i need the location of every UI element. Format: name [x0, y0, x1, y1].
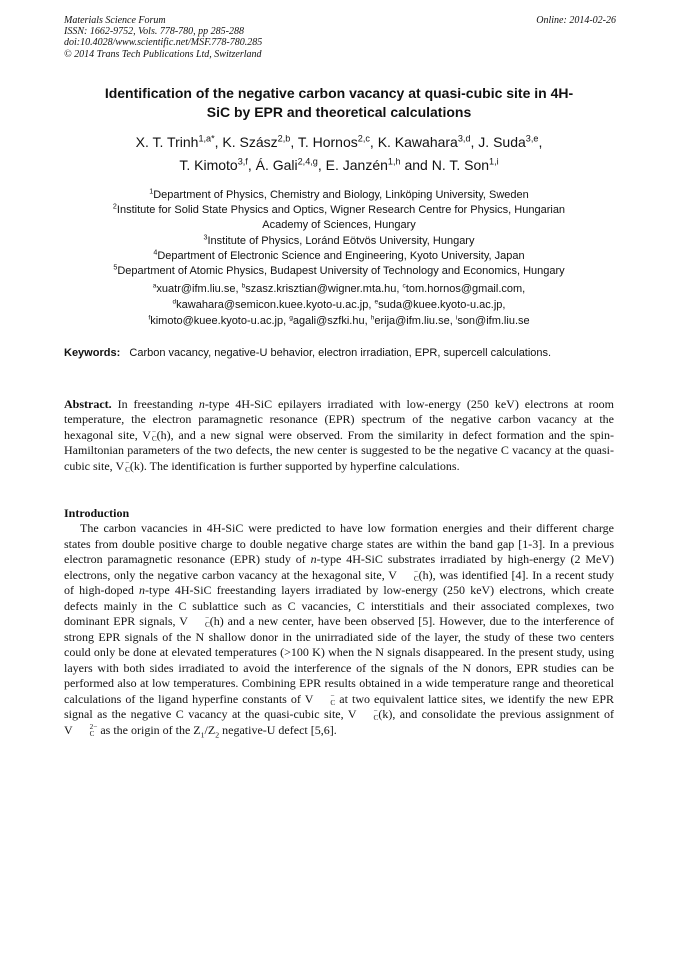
- vc-scripts: [358, 708, 379, 722]
- vc-minus-symbol: [348, 707, 378, 721]
- email-address[interactable]: szasz.krisztian@wigner.mta.hu: [245, 283, 397, 295]
- email-address[interactable]: suda@kuee.kyoto-u.ac.jp: [378, 299, 503, 311]
- vc-sup: −: [413, 567, 418, 576]
- author-affil: 1,a*: [198, 133, 215, 144]
- vc-minus-symbol: [388, 568, 418, 582]
- affiliation-list: [64, 188, 614, 279]
- author-affil: 1,h: [387, 156, 401, 167]
- author-affil: 1,i: [489, 156, 499, 167]
- abstract-text: (k). The identification is further supported by hyperfine calculations.: [129, 458, 460, 473]
- v-letter: V: [115, 458, 125, 473]
- author-line-2: [64, 154, 614, 177]
- email-line-2: $^d$kawahara@semicon.kuee.kyoto-u.ac.jp, $^e$suda@kuee.kyoto-u.ac.jp,: [172, 298, 506, 311]
- copyright-line: © 2014 Trans Tech Publications Ltd, Switzerland: [64, 48, 262, 60]
- keywords-text: Carbon vacancy, negative-U behavior, electron irradiation, EPR, supercell calculations.: [129, 347, 552, 359]
- introduction-paragraph: [64, 521, 614, 738]
- author-separator: ,: [247, 157, 256, 173]
- vc-sub: C: [330, 698, 336, 707]
- affiliation-number: 2: [112, 202, 117, 211]
- affiliation: [64, 234, 614, 249]
- affiliation-text: Department of Physics, Chemistry and Biology, Linköping University, Sweden: [153, 189, 529, 201]
- email-key: e: [374, 298, 379, 306]
- author-separator: ,: [369, 134, 378, 150]
- email-line-3: $^f$kimoto@kuee.kyoto-u.ac.jp, $^g$agali@szfki.hu, $^h$erija@ifm.liu.se, $^i$son@ifm.liu.se: [148, 314, 530, 327]
- email-address[interactable]: erija@ifm.liu.se: [374, 315, 450, 327]
- abstract-text: In freestanding: [111, 397, 199, 411]
- v-letter: V: [388, 567, 397, 582]
- affiliation: [64, 203, 614, 218]
- vc-sub: C: [204, 621, 210, 630]
- vc-scripts: [74, 724, 98, 738]
- email-address[interactable]: son@ifm.liu.se: [457, 315, 530, 327]
- vc-minus-symbol: [305, 692, 335, 706]
- v-letter: V: [64, 722, 73, 737]
- intro-text: n: [310, 552, 317, 566]
- keywords-label: Keywords:: [64, 347, 121, 359]
- affiliation-text: Department of Atomic Physics, Budapest University of Technology and Economics, Hungary: [117, 265, 565, 278]
- email-address[interactable]: tom.hornos@gmail.com: [405, 283, 523, 295]
- email-key: b: [241, 282, 246, 290]
- author-name: Á. Gali: [255, 157, 298, 173]
- author-separator: ,: [470, 134, 479, 150]
- v-letter: V: [347, 707, 357, 721]
- vc-sub: C: [89, 729, 95, 738]
- email-key: f: [148, 314, 151, 322]
- author-name: X. T. Trinh: [135, 134, 199, 150]
- email-list: [64, 281, 614, 329]
- vc-minus-symbol: [179, 614, 209, 628]
- author-list: [64, 131, 614, 177]
- intro-text: negative-U defect [5,6].: [219, 722, 337, 737]
- affiliation-text: Academy of Sciences, Hungary: [262, 219, 416, 232]
- v-letter: V: [142, 427, 151, 442]
- affiliation: [64, 264, 614, 279]
- author-name: N. T. Son: [431, 157, 490, 173]
- abstract-text: n: [198, 397, 205, 411]
- email-line-1: $^a$xuatr@ifm.liu.se, $^b$szasz.krisztian@wigner.mta.hu, $^c$tom.hornos@gmail.com,: [152, 282, 526, 295]
- email-key: d: [172, 298, 177, 306]
- email-key: i: [455, 314, 458, 322]
- v-letter: V: [304, 691, 314, 706]
- author-separator: ,: [290, 134, 298, 150]
- z-subscript: 2: [215, 729, 220, 739]
- intro-text: (h) and a new center, have been observed [5]. However, due to the interference of strong EPR signals of the N shallow donor in the unirradiated side of the layer, the study of these two centers could only be done at elevated temperatures (>100 K) when the N signals disappeared. In the present study, using layers with both sides irradiated to avoid the interference of the signals of the N donors, EPR studies can be performed also at low temperatures. Combining EPR results obtained in a wide temperature range and theoretical calculations of the ligand hyperfine constants of: [64, 614, 615, 706]
- vc-minus-symbol: [142, 428, 156, 442]
- vc-sub: C: [373, 714, 379, 723]
- author-name: E. Janzén: [325, 157, 388, 173]
- section-heading-introduction: Introduction: [64, 506, 130, 520]
- intro-text: -type 4H-SiC substrates irradiated by high-energy (2 MeV) electrons, only the negative carbon vacancy at the hexagonal site,: [64, 552, 615, 582]
- vc-sub: C: [151, 435, 157, 444]
- abstract-text: (h), and a new signal were observed. From the similarity in defect formation and the spin-Hamiltonian parameters of the two defects, the new center is suggested to be the negative C vacancy at the quasi-cubic site,: [64, 427, 614, 473]
- vc-sup: −: [204, 614, 209, 623]
- abstract-block: [64, 397, 614, 474]
- doi-line: doi:10.4028/www.scientific.net/MSF.778-780.285: [64, 37, 263, 49]
- vc-scripts: [398, 569, 419, 583]
- title-line-1: Identification of the negative carbon vacancy at quasi-cubic site in 4H-: [104, 85, 574, 101]
- author-separator: ,: [538, 134, 543, 150]
- author-affil: 2,c: [357, 133, 370, 144]
- email-address[interactable]: xuatr@ifm.liu.se: [156, 283, 236, 295]
- email-key: c: [402, 282, 406, 290]
- affiliation-text: Department of Electronic Science and Engineering, Kyoto University, Japan: [157, 249, 525, 262]
- intro-text: -type 4H-SiC freestanding layers irradiated by low-energy (250 keV) electrons, which create defects mainly in the C sublattice such as C vacancies, C interstitials and their associated complexes, two dominant EPR signals,: [64, 583, 615, 628]
- author-name: T. Hornos: [297, 134, 358, 150]
- email-key: h: [370, 314, 375, 322]
- affiliation: [64, 188, 614, 203]
- email-key: a: [152, 282, 157, 290]
- author-affil: 2,4,g: [297, 156, 318, 167]
- vc-sub: C: [125, 465, 130, 474]
- vc-sub: C: [413, 574, 419, 583]
- affiliation: [64, 218, 614, 233]
- abstract-label: Abstract.: [64, 397, 112, 411]
- author-affil: 3,d: [457, 133, 471, 144]
- vc-2minus-symbol: [64, 723, 97, 737]
- journal-header: [64, 15, 484, 60]
- email-address[interactable]: kawahara@semicon.kuee.kyoto-u.ac.jp: [176, 299, 369, 311]
- affiliation-number: 5: [113, 263, 118, 272]
- z-subscript: 1: [200, 729, 205, 739]
- email-key: g: [289, 314, 293, 322]
- vc-sup: −: [330, 691, 335, 700]
- author-affil: 2,b: [277, 133, 291, 144]
- vc-scripts: [189, 615, 210, 629]
- author-name: K. Szász: [222, 134, 278, 150]
- author-separator: ,: [317, 157, 326, 173]
- author-line-1: [64, 131, 614, 154]
- keywords-block: [64, 346, 614, 361]
- author-affil: 3,f: [237, 156, 248, 167]
- intro-text: as the origin of the Z: [97, 722, 201, 737]
- v-letter: V: [179, 614, 188, 628]
- author-name: K. Kawahara: [377, 134, 458, 150]
- vc-minus-symbol: [115, 459, 129, 473]
- email-address[interactable]: kimoto@kuee.kyoto-u.ac.jp: [150, 315, 284, 327]
- issn-line: ISSN: 1662-9752, Vols. 778-780, pp 285-288: [64, 26, 244, 38]
- author-affil: 3,e: [525, 133, 539, 144]
- intro-text: at two equivalent lattice sites, we identify the new EPR signal as the negative C vacancy at the quasi-cubic site,: [64, 691, 614, 721]
- email-address[interactable]: agali@szfki.hu: [292, 315, 365, 327]
- vc-sup: −: [373, 707, 378, 716]
- abstract-text: -type 4H-SiC epilayers irradiated with low-energy (250 keV) electrons at room temperature, the electron paramagnetic resonance (EPR) spectrum of the negative carbon vacancy at the hexagonal site,: [64, 397, 614, 442]
- vc-scripts: [314, 693, 335, 707]
- affiliation-number: 3: [203, 232, 208, 241]
- affiliation-number: 1: [149, 187, 154, 196]
- paper-title: [64, 84, 614, 122]
- online-date: Online: 2014-02-26: [536, 15, 616, 26]
- author-name: T. Kimoto: [179, 157, 238, 173]
- intro-text: The carbon vacancies in 4H-SiC were predicted to have low formation energies and their different charge states from double positive charge to double negative charge states are within the band gap [1-3]. In a previous electron paramagnetic resonance (EPR) study of: [64, 521, 614, 566]
- intro-text: (h), was identified [4]. In a recent study of high-doped: [64, 567, 614, 597]
- affiliation-text: Institute for Solid State Physics and Optics, Wigner Research Centre for Physics, Hungarian: [116, 204, 566, 217]
- affiliation-number: 4: [153, 248, 158, 257]
- author-name: J. Suda: [478, 134, 526, 150]
- journal-name: Materials Science Forum: [64, 15, 166, 26]
- affiliation: [64, 249, 614, 264]
- vc-sup: −: [125, 458, 130, 467]
- vc-sup: 2−: [89, 722, 98, 731]
- author-separator: ,: [214, 134, 223, 150]
- title-line-2: SiC by EPR and theoretical calculations: [206, 104, 472, 120]
- author-separator: and: [400, 157, 432, 173]
- vc-sup: −: [151, 427, 156, 436]
- intro-text: n: [139, 583, 146, 597]
- affiliation-text: Institute of Physics, Loránd Eötvös University, Hungary: [207, 234, 475, 247]
- intro-text: /Z: [204, 722, 216, 737]
- intro-text: (k), and consolidate the previous assignment of: [378, 707, 614, 721]
